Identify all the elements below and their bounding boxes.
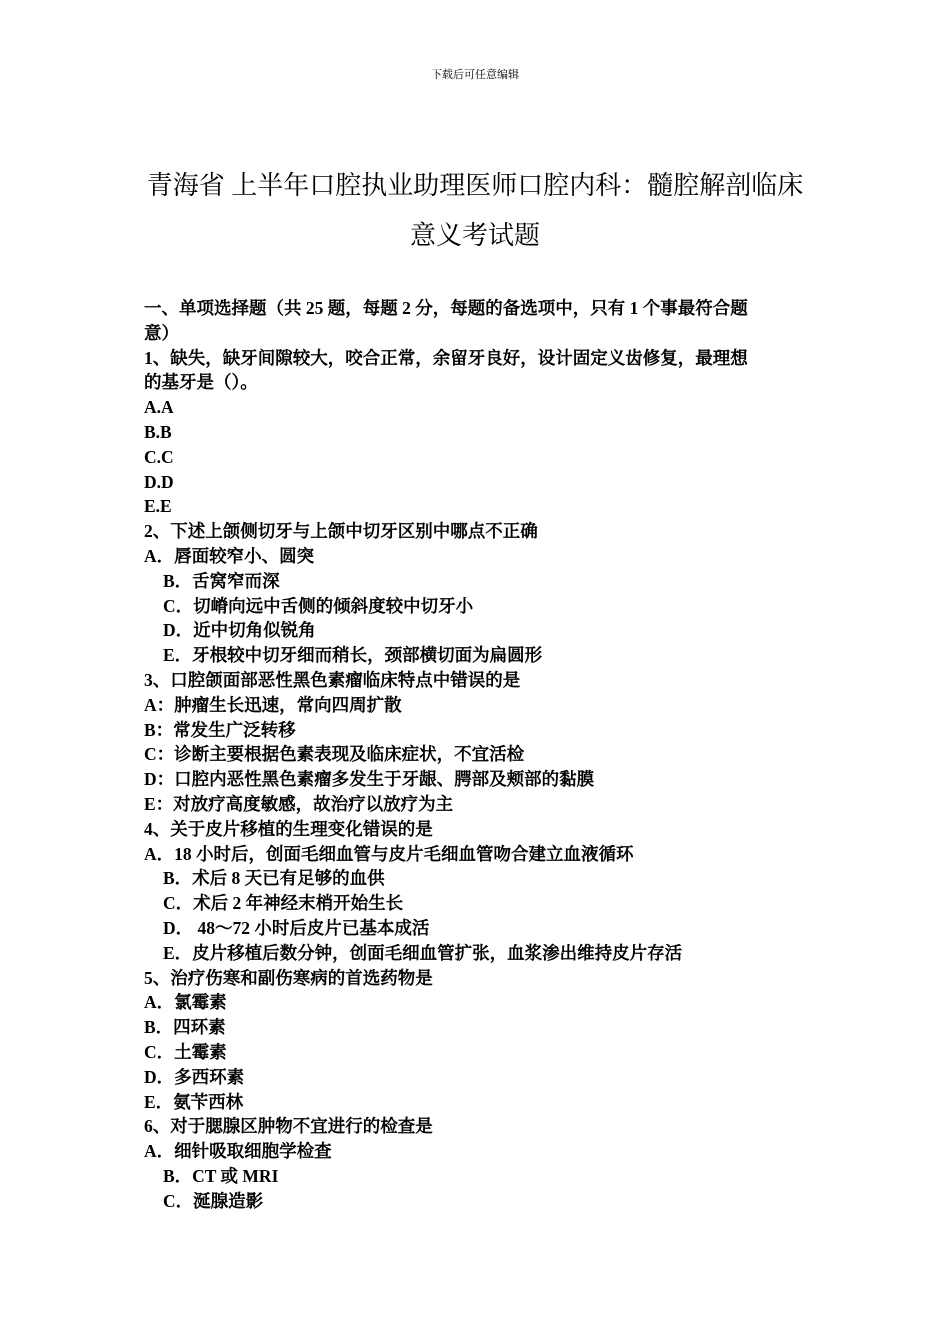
text-line: B．舌窝窄而深 [163,570,280,591]
page-header: 下载后可任意编辑 [431,68,519,81]
text-line: 一、单项选择题（共 25 题，每题 2 分，每题的备选项中，只有 1 个事最符合题 [144,298,748,318]
text-line: 意） [144,322,179,343]
text-line: A．细针吸取细胞学检查 [144,1141,332,1162]
text-line: 3、口腔颌面部恶性黑色素瘤临床特点中错误的是 [144,669,521,690]
text-line: E．皮片移植后数分钟，创面毛细血管扩张，血浆渗出维持皮片存活 [163,942,683,963]
text-line: C．切嵴向远中舌侧的倾斜度较中切牙小 [163,595,474,616]
document-title [100,161,850,261]
text-line: E．氨苄西林 [144,1091,244,1112]
text-line: A．唇面较窄小、圆突 [144,545,315,566]
text-line: B．CT 或 MRI [163,1165,279,1186]
text-line: D.D [144,471,174,492]
text-line: C.C [144,446,174,467]
text-line: 1、缺失，缺牙间隙较大，咬合正常，余留牙良好，设计固定义齿修复，最理想 [144,347,748,368]
title-line-1: 青海省 上半年口腔执业助理医师口腔内科：髓腔解剖临床 [146,171,804,201]
text-line: A：肿瘤生长迅速，常向四周扩散 [144,694,402,715]
text-line: A．氯霉素 [144,992,227,1013]
text-line: D． 48～72 小时后皮片已基本成活 [163,917,430,938]
text-line: D．近中切角似锐角 [163,620,316,641]
text-line: 6、对于腮腺区肿物不宜进行的检查是 [144,1116,433,1137]
text-line: B．术后 8 天已有足够的血供 [163,868,385,889]
text-line: E.E [144,496,172,517]
text-line: 4、关于皮片移植的生理变化错误的是 [144,818,433,839]
text-line: 5、治疗伤寒和副伤寒病的首选药物是 [144,967,433,988]
text-line: 的基牙是（）。 [144,372,258,393]
text-line: A．18 小时后，创面毛细血管与皮片毛细血管吻合建立血液循环 [144,843,634,864]
question-body [144,296,809,1213]
text-line: B．四环素 [144,1017,226,1038]
text-line: C：诊断主要根据色素表现及临床症状，不宜活检 [144,744,525,765]
title-line-2: 意义考试题 [409,221,540,251]
text-line: A.A [144,397,174,418]
text-line: D：口腔内恶性黑色素瘤多发生于牙龈、腭部及颊部的黏膜 [144,769,595,790]
text-line: E．牙根较中切牙细而稍长，颈部横切面为扁圆形 [163,645,543,666]
text-line: C．涎腺造影 [163,1190,264,1211]
text-line: D．多西环素 [144,1066,245,1087]
text-line: B：常发生广泛转移 [144,719,296,740]
text-line: C．术后 2 年神经末梢开始生长 [163,893,404,914]
text-line: C．土霉素 [144,1041,227,1062]
text-line: 2、下述上颌侧切牙与上颌中切牙区别中哪点不正确 [144,521,538,542]
text-line: E：对放疗高度敏感，故治疗以放疗为主 [144,793,454,814]
text-line: B.B [144,421,172,442]
